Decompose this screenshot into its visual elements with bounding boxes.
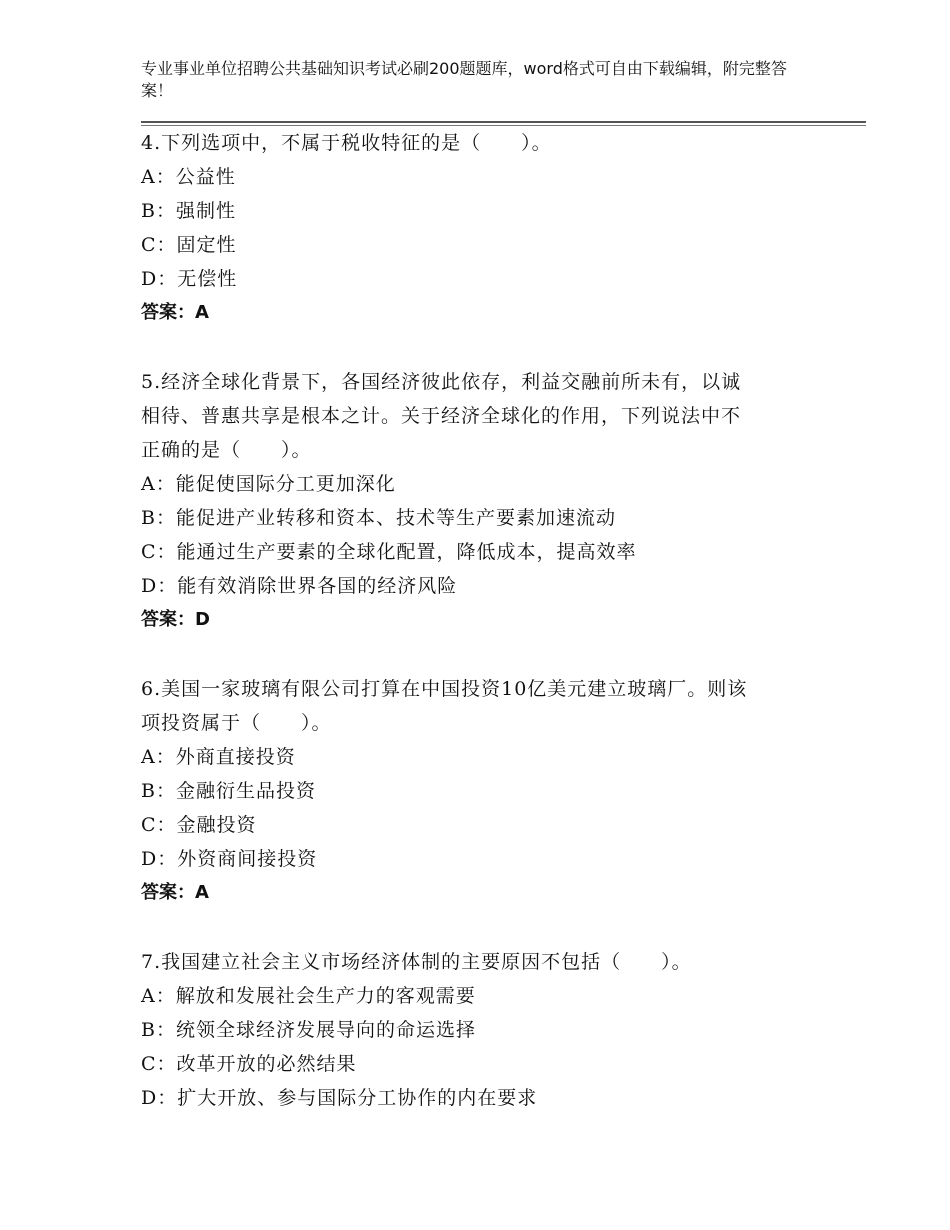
- question-5-option-b: B：能促进产业转移和资本、技术等生产要素加速流动: [141, 507, 616, 529]
- question-7-option-d: D：扩大开放、参与国际分工协作的内在要求: [141, 1087, 538, 1109]
- question-5-answer: 答案：D: [141, 609, 210, 630]
- question-4-option-b: B：强制性: [141, 200, 236, 222]
- question-6-stem-line-1: 6.美国一家玻璃有限公司打算在中国投资10亿美元建立玻璃厂。则该: [141, 678, 748, 700]
- question-7-stem-line-1: 7.我国建立社会主义市场经济体制的主要原因不包括（ ）。: [141, 951, 692, 973]
- question-5-option-c: C：能通过生产要素的全球化配置，降低成本，提高效率: [141, 541, 637, 563]
- question-4-option-d: D：无偿性: [141, 268, 238, 290]
- question-7-option-c: C：改革开放的必然结果: [141, 1053, 357, 1075]
- question-5-option-d: D：能有效消除世界各国的经济风险: [141, 575, 458, 597]
- question-4-answer: 答案：A: [141, 302, 209, 323]
- question-4-option-c: C：固定性: [141, 234, 237, 256]
- question-4-stem-line-1: 4.下列选项中，不属于税收特征的是（ ）。: [141, 132, 552, 154]
- question-5-stem-line-1: 5.经济全球化背景下，各国经济彼此依存，利益交融前所未有，以诚: [141, 371, 742, 393]
- question-6-option-b: B：金融衍生品投资: [141, 780, 316, 802]
- question-6-answer: 答案：A: [141, 882, 209, 903]
- question-6-option-a: A：外商直接投资: [141, 746, 296, 768]
- page-header: 专业事业单位招聘公共基础知识考试必刷200题题库，word格式可自由下载编辑，附完整答案！: [141, 59, 787, 100]
- question-5-stem-line-3: 正确的是（ ）。: [141, 439, 312, 461]
- header-rule-thick: [141, 121, 866, 123]
- question-6-option-c: C：金融投资: [141, 814, 257, 836]
- question-4-option-a: A：公益性: [141, 166, 236, 188]
- question-6-option-d: D：外资商间接投资: [141, 848, 318, 870]
- question-5-option-a: A：能促使国际分工更加深化: [141, 473, 396, 495]
- question-7-option-b: B：统领全球经济发展导向的命运选择: [141, 1019, 476, 1041]
- question-6-stem-line-2: 项投资属于（ ）。: [141, 712, 332, 734]
- question-7-option-a: A：解放和发展社会生产力的客观需要: [141, 985, 476, 1007]
- question-5-stem-line-2: 相待、普惠共享是根本之计。关于经济全球化的作用，下列说法中不: [141, 405, 742, 427]
